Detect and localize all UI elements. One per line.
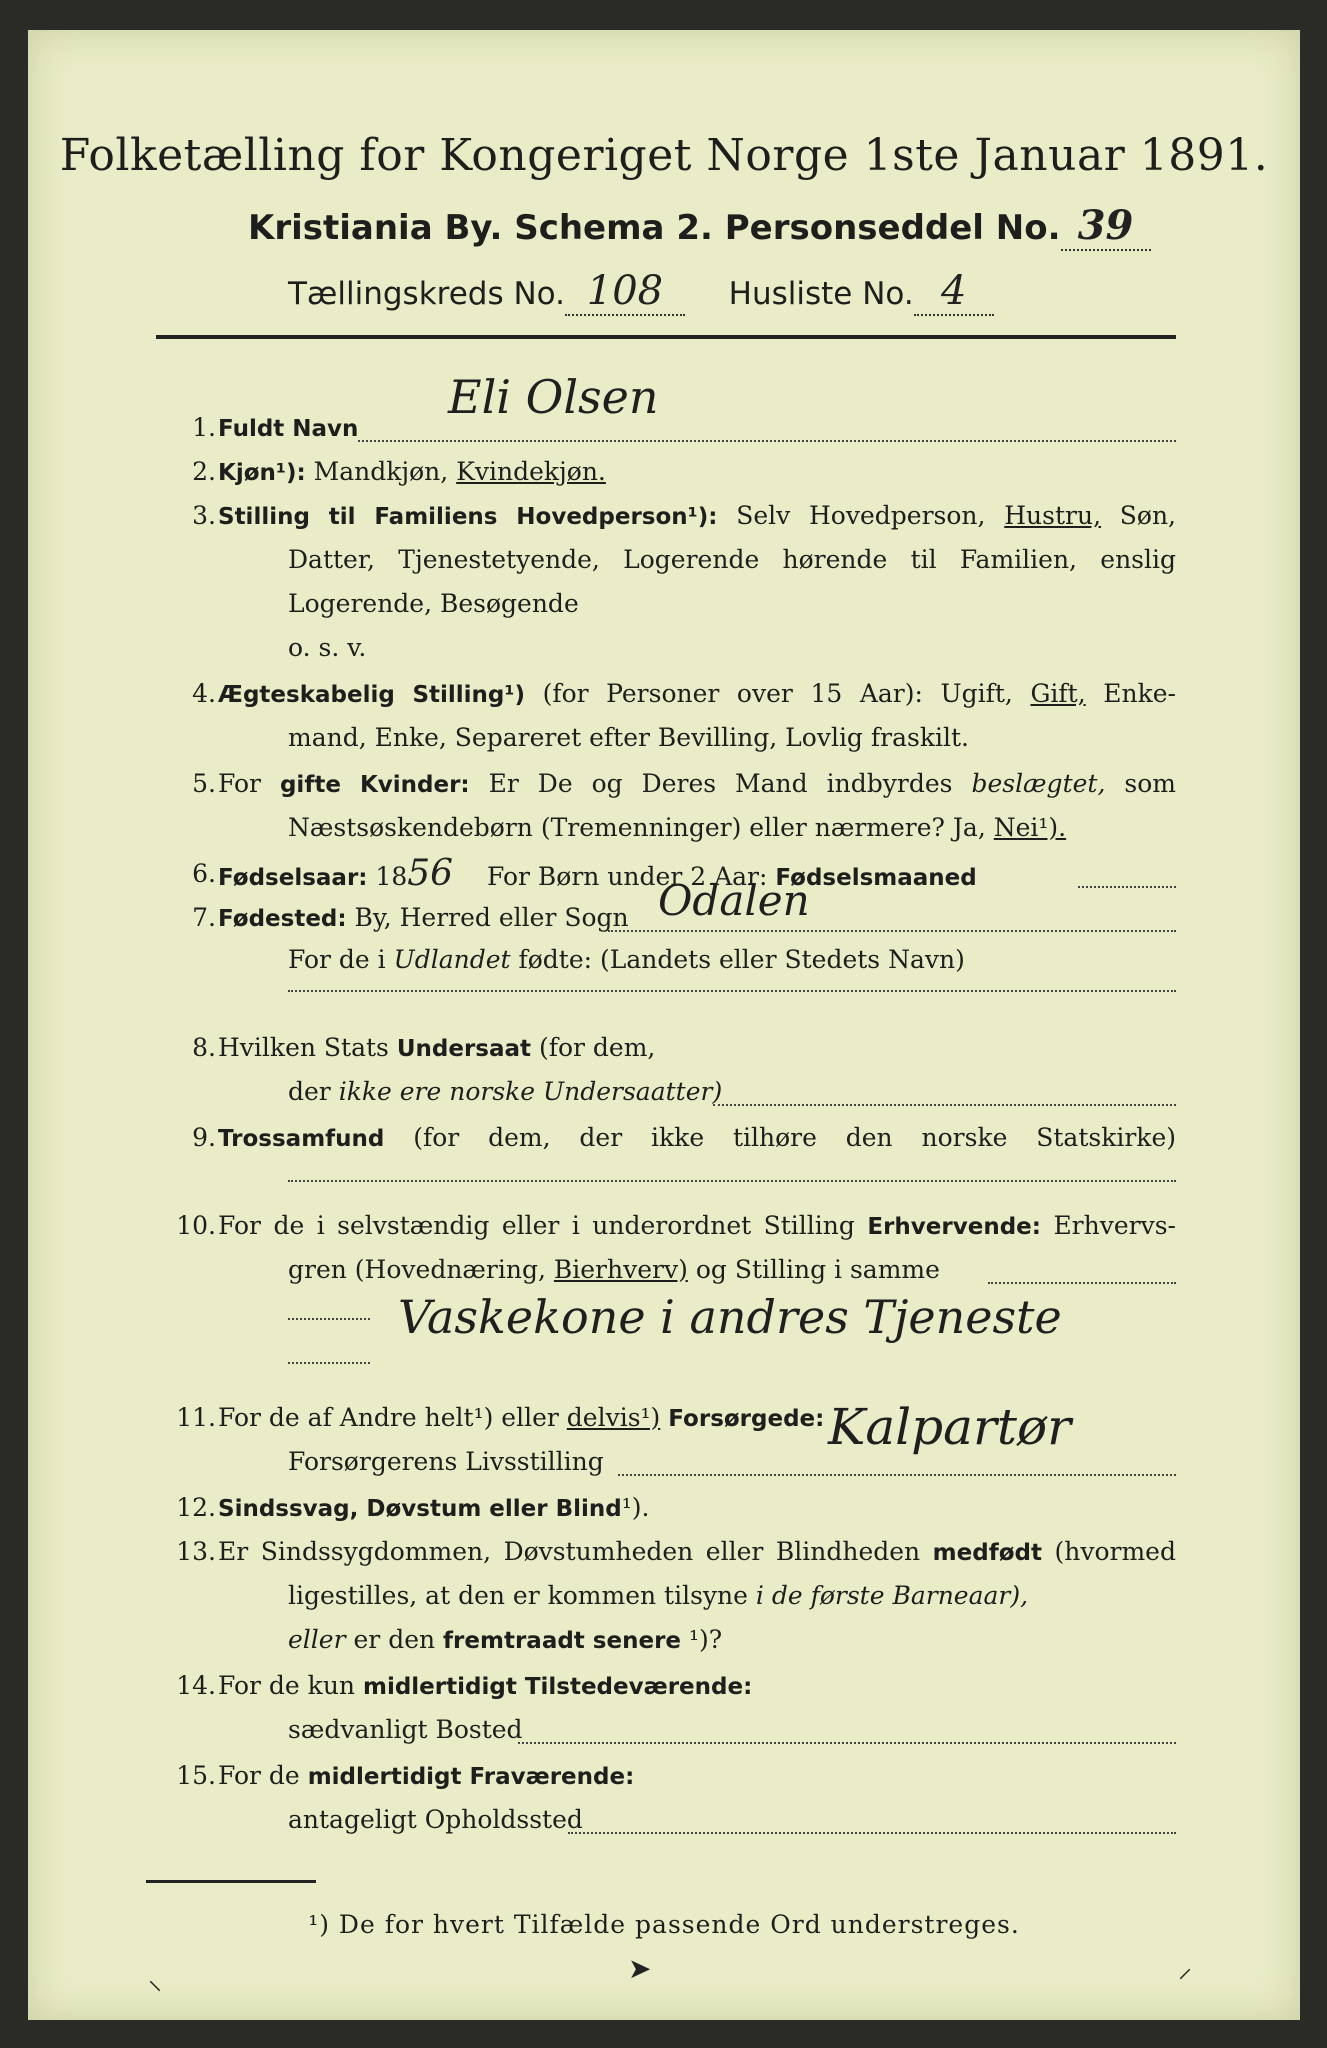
question-number: 15. [176,1761,216,1790]
question-text: For de af Andre helt¹) eller [218,1403,559,1432]
question-number: 12. [176,1493,216,1522]
selected-option: Kvindekjøn. [456,457,606,486]
question-text: sædvanligt Bosted [288,1715,523,1744]
pencil-mark: ⸝ [1178,1951,1193,1984]
answer-line [713,1104,1176,1106]
question-label: gifte Kvinder: [279,772,470,798]
question-number: 14. [176,1671,216,1700]
question-text: ¹). [621,1493,650,1522]
question-text: er den [353,1625,436,1654]
question-number: 4. [192,679,216,708]
selected-option: delvis¹) [566,1403,661,1432]
answer-line [288,990,1176,992]
question-text: i de første Barneaar), [755,1581,1029,1610]
option-text: Selv Hovedperson, [736,501,986,530]
question-text: ligestilles, at den er kommen tilsyne [288,1581,748,1610]
question-text: Er De og Deres Mand indbyrdes [488,769,953,798]
question-label: Kjøn¹): [218,460,306,486]
question-label: midlertidigt Tilstedeværende: [362,1674,753,1700]
census-form-sheet [28,30,1300,2020]
option-text: o. s. v. [288,633,367,662]
header-rule [156,335,1176,339]
question-text: Udlandet [393,945,511,974]
question-number: 8. [192,1033,216,1062]
question-label: Fødselsaar: [218,865,368,891]
answer-provider-occupation: Kalpartør [828,1398,1071,1456]
question-label: medfødt [932,1540,1042,1566]
taellingskreds-number: 108 [565,268,685,316]
question-text: (for dem, der ikke tilhøre den norske Statskirke) [413,1123,1176,1152]
option-text: Datter, Tjenestetyende, Logerende hørende til Familien, enslig [288,545,1176,574]
question-number: 11. [176,1403,216,1432]
pencil-mark: ➤ [628,1952,652,1985]
question-text: antageligt Opholdssted [288,1805,583,1834]
question-label: midlertidigt Fraværende: [307,1764,635,1790]
answer-full-name: Eli Olsen [448,370,659,424]
answer-line [988,1282,1176,1284]
question-text: der [288,1077,331,1106]
question-text: ¹)? [688,1625,723,1654]
footnote: ¹) De for hvert Tilfælde passende Ord understreges. [308,1910,1020,1939]
footnote-rule [146,1880,316,1883]
question-number: 10. [176,1211,216,1240]
answer-line [618,1474,1176,1476]
personseddel-number: 39 [1061,202,1151,251]
question-number: 9. [192,1123,216,1152]
question-number: 5. [192,769,216,798]
question-text: For Børn under 2 Aar: [486,862,768,891]
question-label: Ægteskabelig Stilling¹) [218,682,525,708]
question-label: Stilling til Familiens Hovedperson¹): [218,504,718,530]
year-prefix: 18 [375,862,408,891]
husliste-label: Husliste No. [728,276,914,312]
option-text: Logerende, Besøgende [288,589,579,618]
answer-line [568,1832,1176,1834]
question-number: 13. [176,1537,216,1566]
question-label: Erhvervende: [867,1214,1041,1240]
option-text: Mandkjøn, [313,457,449,486]
question-label: fremtraadt senere [443,1628,682,1654]
question-text: beslægtet, [971,769,1106,798]
answer-line [518,1742,1176,1744]
selected-option: Bierhverv) [553,1255,688,1284]
question-number: 3. [192,501,216,530]
subtitle-personseddel-label: Kristiania By. Schema 2. Personseddel No. [248,208,1061,248]
question-number: 2. [192,457,216,486]
answer-line [358,440,1176,442]
subtitle-personseddel [248,202,1151,251]
answer-birthplace: Odalen [658,876,810,925]
question-label: Fødselsmaaned [775,865,977,891]
question-text: Forsørgerens Livsstilling [288,1447,604,1476]
question-text: fødte: (Landets eller Stedets Navn) [518,945,965,974]
answer-line [288,1362,370,1364]
question-label: Fødested: [218,906,347,932]
selected-option: Nei¹). [993,813,1067,842]
question-text: (for dem, [538,1033,656,1062]
question-text: By, Herred eller Sogn [354,903,629,932]
answer-occupation: Vaskekone i andres Tjeneste [398,1290,1062,1344]
subtitle-taellingskreds [288,268,994,316]
question-number: 6. [192,859,216,888]
pencil-mark: ⸜ [148,1963,163,1996]
question-text: For [218,769,261,798]
question-number: 7. [192,903,216,932]
option-text: (for Personer over 15 Aar): Ugift, [542,679,1013,708]
question-number: 1. [192,413,216,442]
question-text: som [1124,769,1176,798]
question-label: Forsørgede: [668,1406,825,1432]
form-title: Folketælling for Kongeriget Norge 1ste Januar 1891. [59,130,1269,181]
question-text: For de [218,1761,300,1790]
question-text: For de i selvstændig eller i underordnet Stilling [218,1211,855,1240]
question-text: Næstsøskendebørn (Tremenninger) eller nærmere? Ja, [288,813,986,842]
question-label: Fuldt Navn [218,416,359,442]
answer-birth-year: 56 [407,853,454,894]
question-text: Er Sindssygdommen, Døvstumheden eller Blindheden [218,1537,921,1566]
selected-option: Gift, [1030,679,1086,708]
answer-line [608,930,1176,932]
question-text: gren (Hovednæring, [288,1255,546,1284]
option-text: mand, Enke, Separeret efter Bevilling, Lovlig fraskilt. [288,723,969,752]
answer-line [1078,886,1176,888]
selected-option: Hustru, [1004,501,1102,530]
answer-line [288,1318,370,1320]
question-text: eller [288,1625,346,1654]
question-text: Hvilken Stats [218,1033,389,1062]
question-text: og Stilling i samme [695,1255,940,1284]
question-text: For de kun [218,1671,356,1700]
question-text: Erhvervs- [1053,1211,1177,1240]
question-text: ikke ere norske Undersaatter) [338,1077,723,1106]
taellingskreds-label: Tællingskreds No. [288,276,565,312]
question-label: Sindssvag, Døvstum eller Blind [218,1496,622,1522]
question-label: Trossamfund [218,1126,385,1152]
husliste-number: 4 [914,268,994,316]
option-text: Søn, [1119,501,1177,530]
option-text: Enke- [1103,679,1176,708]
question-label: Undersaat [396,1036,532,1062]
answer-line [288,1180,1176,1182]
question-text: For de i [288,945,386,974]
question-text: (hvormed [1054,1537,1176,1566]
